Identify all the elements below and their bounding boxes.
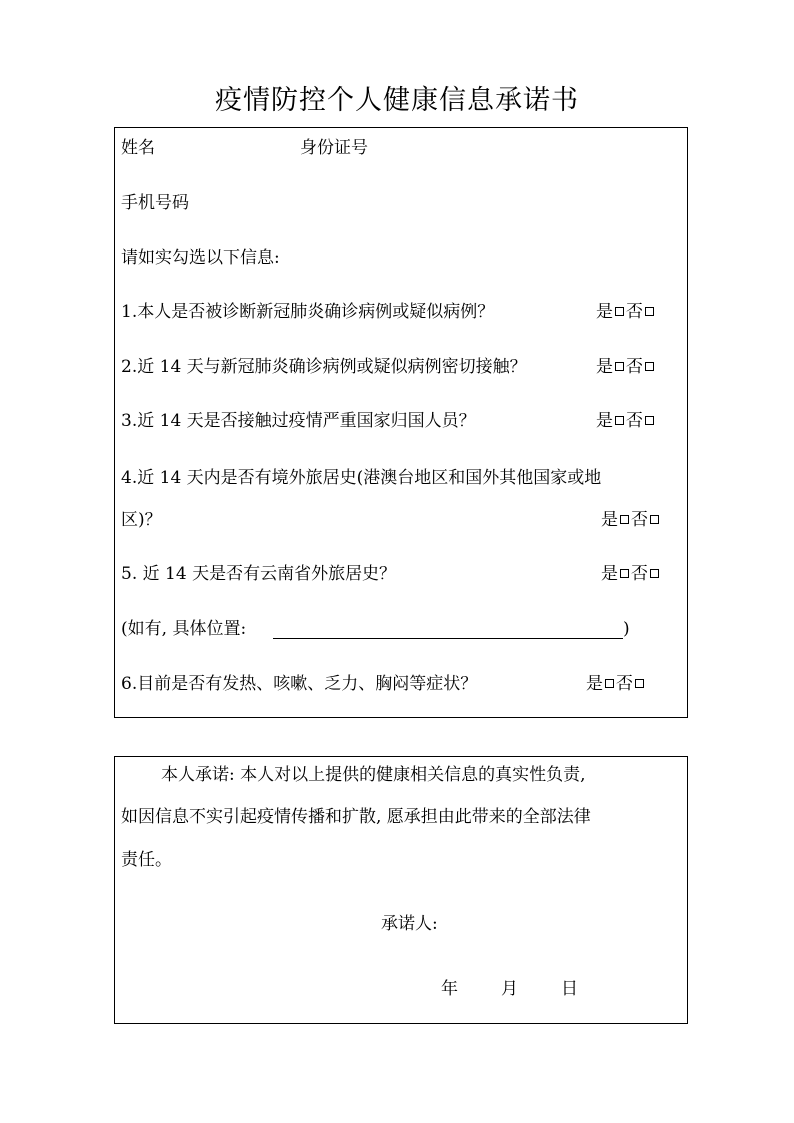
no-checkbox[interactable]	[645, 416, 654, 425]
no-checkbox[interactable]	[635, 679, 644, 688]
year-label: 年	[441, 979, 458, 999]
location-suffix: )	[623, 619, 630, 639]
no-checkbox[interactable]	[650, 515, 659, 524]
question-3: 3.近 14 天是否接触过疫情严重国家归国人员？	[121, 411, 476, 431]
yes-label: 是	[601, 564, 618, 584]
question-4-continued: 区)？	[121, 510, 162, 530]
no-label: 否	[616, 674, 633, 694]
answer-group-5	[601, 563, 661, 585]
no-label: 否	[626, 357, 643, 377]
answer-group-1	[596, 301, 656, 323]
yes-label: 是	[586, 674, 603, 694]
month-label: 月	[501, 979, 518, 999]
id-number-label: 身份证号	[300, 138, 368, 158]
day-label: 日	[561, 979, 578, 999]
answer-group-2	[596, 356, 656, 378]
no-label: 否	[631, 510, 648, 530]
no-checkbox[interactable]	[650, 569, 659, 578]
no-checkbox[interactable]	[645, 362, 654, 371]
yes-checkbox[interactable]	[615, 416, 624, 425]
location-prefix: (如有, 具体位置:	[121, 619, 247, 639]
health-info-box	[114, 127, 688, 718]
yes-checkbox[interactable]	[605, 679, 614, 688]
no-label: 否	[631, 564, 648, 584]
yes-checkbox[interactable]	[615, 307, 624, 316]
pledge-line-2: 如因信息不实引起疫情传播和扩散, 愿承担由此带来的全部法律	[121, 807, 591, 827]
phone-label: 手机号码	[121, 193, 189, 213]
yes-label: 是	[596, 302, 613, 322]
yes-label: 是	[601, 510, 618, 530]
yes-label: 是	[596, 411, 613, 431]
question-6: 6.目前是否有发热、咳嗽、乏力、胸闷等症状？	[121, 674, 478, 694]
instruction-text: 请如实勾选以下信息:	[121, 248, 280, 268]
question-4: 4.近 14 天内是否有境外旅居史(港澳台地区和国外其他国家或地	[121, 468, 602, 488]
no-label: 否	[626, 302, 643, 322]
pledge-line-3: 责任。	[121, 850, 172, 870]
signer-label: 承诺人:	[381, 914, 438, 934]
yes-label: 是	[596, 357, 613, 377]
no-checkbox[interactable]	[645, 307, 654, 316]
yes-checkbox[interactable]	[620, 515, 629, 524]
yes-checkbox[interactable]	[615, 362, 624, 371]
question-1: 1.本人是否被诊断新冠肺炎确诊病例或疑似病例？	[121, 302, 495, 322]
answer-group-4	[601, 509, 661, 531]
question-5: 5. 近 14 天是否有云南省外旅居史？	[121, 564, 397, 584]
question-2: 2.近 14 天与新冠肺炎确诊病例或疑似病例密切接触？	[121, 357, 527, 377]
no-label: 否	[626, 411, 643, 431]
yes-checkbox[interactable]	[620, 569, 629, 578]
pledge-line-1: 本人承诺: 本人对以上提供的健康相关信息的真实性负责,	[161, 765, 586, 785]
answer-group-6	[586, 673, 646, 695]
location-input-line[interactable]	[273, 638, 623, 639]
document-title: 疫情防控个人健康信息承诺书	[215, 85, 579, 116]
answer-group-3	[596, 410, 656, 432]
name-label: 姓名	[121, 138, 155, 158]
pledge-box	[114, 756, 688, 1024]
